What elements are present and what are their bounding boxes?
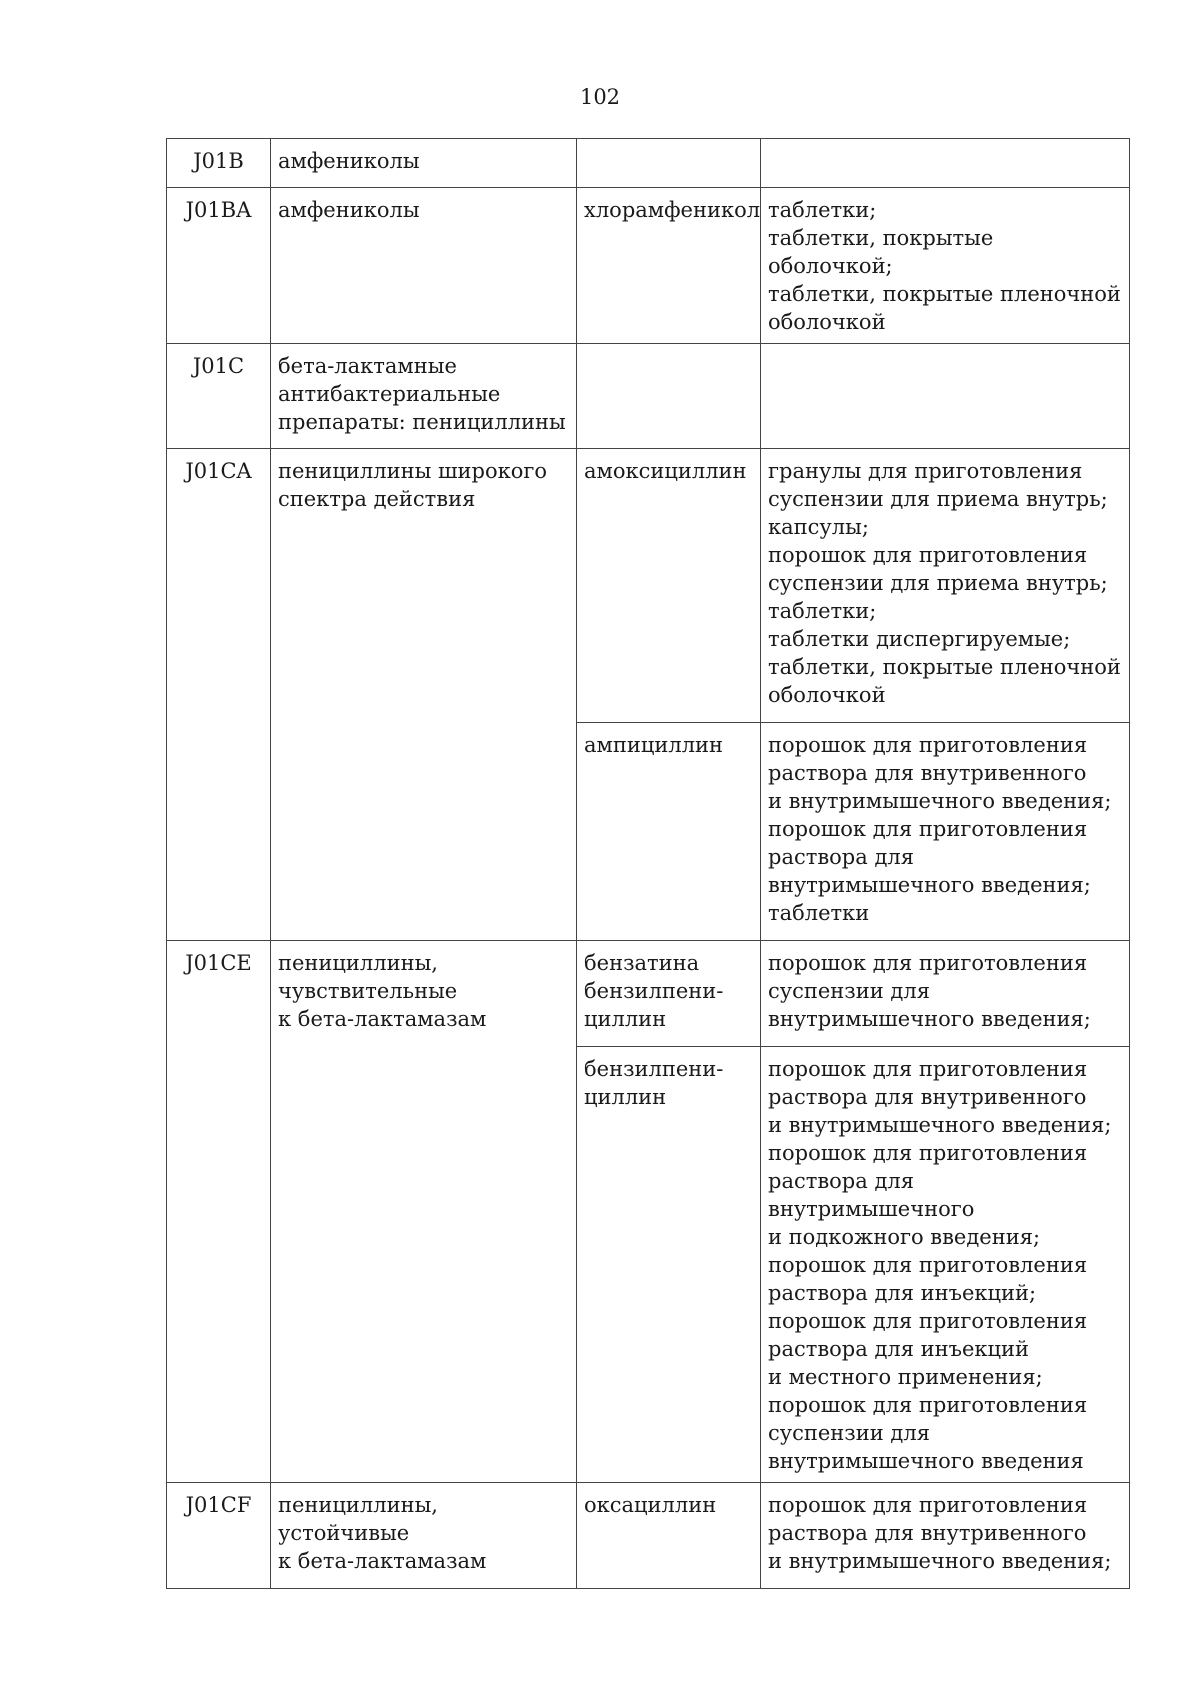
substance-cell: оксациллин [577,1483,761,1589]
table-row [167,1483,1130,1589]
dosage-forms-cell: гранулы для приготовления суспензии для приема внутрь; капсулы; порошок для приготовления суспензии для приема внутрь; таблетки; таблетки диспергируемые; таблетки, покрытые пленочной оболочкой [761,449,1130,723]
group-cell: пенициллины, чувствительные к бета-лактамазам [271,941,577,1483]
table-row [167,344,1130,449]
table-row [167,449,1130,723]
group-cell: амфениколы [271,188,577,344]
group-cell: пенициллины, устойчивые к бета-лактамазам [271,1483,577,1589]
dosage-forms-cell: порошок для приготовления суспензии для внутримышечного введения; [761,941,1130,1047]
dosage-forms-cell: порошок для приготовления раствора для внутривенного и внутримышечного введения; порошок для приготовления раствора для внутримышечного и подкожного введения; порошок для приготовления раствора для инъекций; порошок для приготовления раствора для инъекций и местного применения; порошок для приготовления суспензии для внутримышечного введения [761,1047,1130,1483]
dosage-forms-cell [761,139,1130,188]
atc-code-cell: J01BA [167,188,271,344]
atc-code-cell: J01CF [167,1483,271,1589]
group-cell: бета-лактамные антибактериальные препараты: пенициллины [271,344,577,449]
atc-code-cell: J01C [167,344,271,449]
group-cell: амфениколы [271,139,577,188]
substance-cell: ампициллин [577,723,761,941]
substance-cell [577,139,761,188]
page-number: 102 [579,85,621,109]
dosage-forms-cell: порошок для приготовления раствора для внутривенного и внутримышечного введения; порошок для приготовления раствора для внутримышечного введения; таблетки [761,723,1130,941]
atc-code-cell: J01CE [167,941,271,1483]
dosage-forms-cell: порошок для приготовления раствора для внутривенного и внутримышечного введения; [761,1483,1130,1589]
table-row [167,139,1130,188]
substance-cell [577,344,761,449]
group-cell: пенициллины широкого спектра действия [271,449,577,941]
drug-table [166,138,1130,1589]
table-row [167,188,1130,344]
table-row [167,941,1130,1047]
substance-cell: бензатина бензилпени- циллин [577,941,761,1047]
substance-cell: амоксициллин [577,449,761,723]
substance-cell: хлорамфеникол [577,188,761,344]
substance-cell: бензилпени- циллин [577,1047,761,1483]
atc-code-cell: J01B [167,139,271,188]
dosage-forms-cell [761,344,1130,449]
dosage-forms-cell: таблетки; таблетки, покрытые оболочкой; таблетки, покрытые пленочной оболочкой [761,188,1130,344]
atc-code-cell: J01CA [167,449,271,941]
